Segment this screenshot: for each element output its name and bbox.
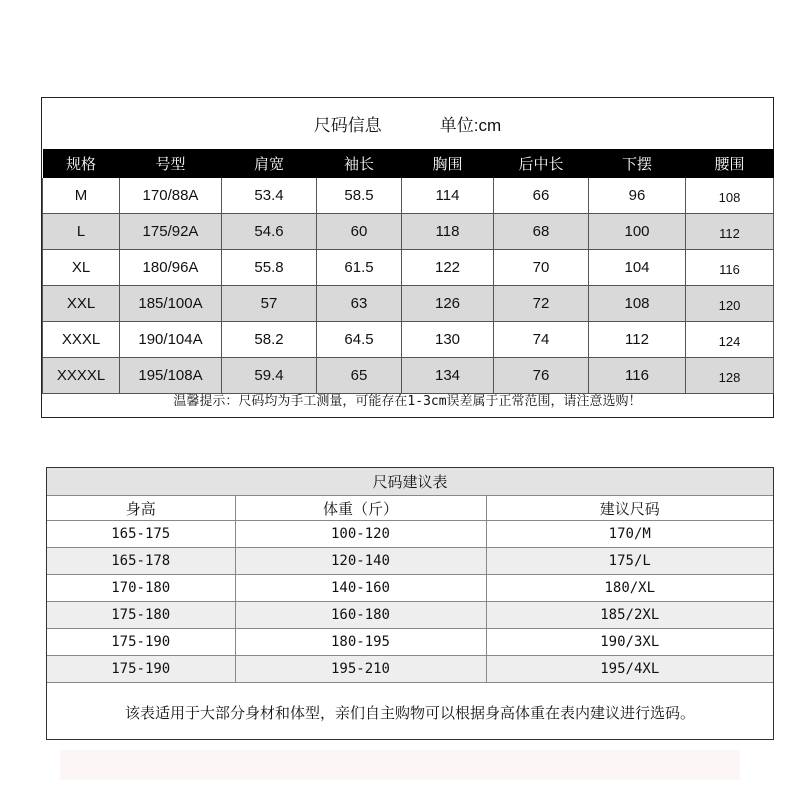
height-cell: 175-180 bbox=[47, 602, 235, 629]
sleeve-cell: 65 bbox=[317, 358, 402, 394]
spec-cell: 175/92A bbox=[120, 214, 222, 250]
table-row bbox=[47, 548, 773, 575]
table-row bbox=[43, 286, 774, 322]
height-cell: 165-175 bbox=[47, 521, 235, 548]
spec-cell: 190/104A bbox=[120, 322, 222, 358]
chest-cell: 118 bbox=[402, 214, 494, 250]
table-row bbox=[47, 629, 773, 656]
hem-cell: 108 bbox=[589, 286, 686, 322]
waist-cell: 124 bbox=[686, 322, 774, 358]
weight-cell: 100-120 bbox=[235, 521, 486, 548]
recommended-size-cell: 180/XL bbox=[486, 575, 773, 602]
shoulder-cell: 58.2 bbox=[222, 322, 317, 358]
waist-cell: 108 bbox=[686, 178, 774, 214]
size-advice-title-row bbox=[47, 468, 773, 496]
chest-cell: 130 bbox=[402, 322, 494, 358]
waist-cell: 128 bbox=[686, 358, 774, 394]
size-info-header-row bbox=[43, 149, 774, 178]
column-header: 规格 bbox=[43, 149, 120, 178]
weight-cell: 140-160 bbox=[235, 575, 486, 602]
height-cell: 165-178 bbox=[47, 548, 235, 575]
shoulder-cell: 54.6 bbox=[222, 214, 317, 250]
measurement-note: 温馨提示：尺码均为手工测量，可能存在1-3cm误差属于正常范围，请注意选购！ bbox=[173, 393, 642, 409]
size-info-table bbox=[41, 97, 774, 418]
table-row bbox=[43, 250, 774, 286]
length-cell: 66 bbox=[494, 178, 589, 214]
size-advice-grid bbox=[47, 468, 773, 683]
length-cell: 74 bbox=[494, 322, 589, 358]
sleeve-cell: 60 bbox=[317, 214, 402, 250]
table-row bbox=[47, 656, 773, 683]
size-cell: XXL bbox=[43, 286, 120, 322]
waist-cell: 116 bbox=[686, 250, 774, 286]
column-header: 胸围 bbox=[402, 149, 494, 178]
column-header: 肩宽 bbox=[222, 149, 317, 178]
shoulder-cell: 59.4 bbox=[222, 358, 317, 394]
table-row bbox=[43, 322, 774, 358]
size-info-grid bbox=[42, 149, 774, 394]
size-advice-header-row bbox=[47, 496, 773, 521]
recommended-size-cell: 195/4XL bbox=[486, 656, 773, 683]
weight-cell: 120-140 bbox=[235, 548, 486, 575]
size-info-title: 尺码信息 bbox=[313, 116, 382, 135]
spec-cell: 185/100A bbox=[120, 286, 222, 322]
length-cell: 70 bbox=[494, 250, 589, 286]
column-header: 袖长 bbox=[317, 149, 402, 178]
size-cell: M bbox=[43, 178, 120, 214]
sleeve-cell: 63 bbox=[317, 286, 402, 322]
waist-cell: 112 bbox=[686, 214, 774, 250]
hem-cell: 112 bbox=[589, 322, 686, 358]
recommended-size-cell: 185/2XL bbox=[486, 602, 773, 629]
sleeve-cell: 64.5 bbox=[317, 322, 402, 358]
column-header: 下摆 bbox=[589, 149, 686, 178]
spec-cell: 180/96A bbox=[120, 250, 222, 286]
size-cell: XL bbox=[43, 250, 120, 286]
column-header: 身高 bbox=[47, 496, 235, 521]
bottom-decorative-strip bbox=[60, 750, 740, 780]
spec-cell: 195/108A bbox=[120, 358, 222, 394]
recommended-size-cell: 190/3XL bbox=[486, 629, 773, 656]
size-info-header bbox=[42, 98, 773, 149]
size-cell: XXXXL bbox=[43, 358, 120, 394]
size-advice-title: 尺码建议表 bbox=[47, 468, 773, 496]
spec-cell: 170/88A bbox=[120, 178, 222, 214]
size-cell: L bbox=[43, 214, 120, 250]
length-cell: 72 bbox=[494, 286, 589, 322]
length-cell: 76 bbox=[494, 358, 589, 394]
sleeve-cell: 58.5 bbox=[317, 178, 402, 214]
chest-cell: 126 bbox=[402, 286, 494, 322]
size-cell: XXXL bbox=[43, 322, 120, 358]
column-header: 后中长 bbox=[494, 149, 589, 178]
table-row bbox=[43, 178, 774, 214]
hem-cell: 100 bbox=[589, 214, 686, 250]
table-row bbox=[47, 521, 773, 548]
shoulder-cell: 55.8 bbox=[222, 250, 317, 286]
recommended-size-cell: 175/L bbox=[486, 548, 773, 575]
unit-label: 单位:cm bbox=[439, 116, 502, 135]
sleeve-cell: 61.5 bbox=[317, 250, 402, 286]
chest-cell: 134 bbox=[402, 358, 494, 394]
column-header: 号型 bbox=[120, 149, 222, 178]
weight-cell: 180-195 bbox=[235, 629, 486, 656]
height-cell: 175-190 bbox=[47, 656, 235, 683]
hem-cell: 104 bbox=[589, 250, 686, 286]
chest-cell: 122 bbox=[402, 250, 494, 286]
table-row bbox=[47, 602, 773, 629]
height-cell: 170-180 bbox=[47, 575, 235, 602]
column-header: 建议尺码 bbox=[486, 496, 773, 521]
column-header: 腰围 bbox=[686, 149, 774, 178]
shoulder-cell: 53.4 bbox=[222, 178, 317, 214]
weight-cell: 160-180 bbox=[235, 602, 486, 629]
size-advice-note: 该表适用于大部分身材和体型，亲们自主购物可以根据身高体重在表内建议进行选码。 bbox=[124, 704, 695, 722]
weight-cell: 195-210 bbox=[235, 656, 486, 683]
chest-cell: 114 bbox=[402, 178, 494, 214]
column-header: 体重（斤） bbox=[235, 496, 486, 521]
waist-cell: 120 bbox=[686, 286, 774, 322]
height-cell: 175-190 bbox=[47, 629, 235, 656]
hem-cell: 116 bbox=[589, 358, 686, 394]
table-row bbox=[47, 575, 773, 602]
size-advice-table bbox=[46, 467, 774, 740]
recommended-size-cell: 170/M bbox=[486, 521, 773, 548]
hem-cell: 96 bbox=[589, 178, 686, 214]
shoulder-cell: 57 bbox=[222, 286, 317, 322]
table-row bbox=[43, 214, 774, 250]
length-cell: 68 bbox=[494, 214, 589, 250]
